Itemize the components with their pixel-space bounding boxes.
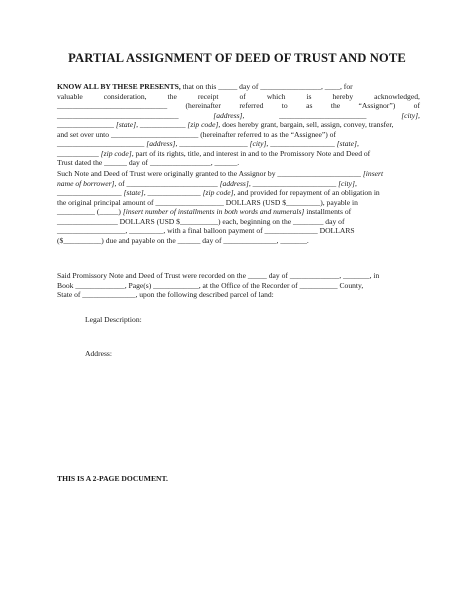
- para1-line-9: Trust dated the ______ day of ________________, ______.: [57, 158, 240, 168]
- paragraph-original-grant: [57, 169, 420, 245]
- para2-line-7: __________________, _________, with a final balloon payment of ______________ DOLLARS: [57, 226, 355, 236]
- para2-line-6: ________________ DOLLARS (USD $__________) each, beginning on the ________ day of: [57, 216, 345, 226]
- para3-line-1: Said Promissory Note and Deed of Trust were recorded on the _____ day of _____________, _______, in: [57, 271, 380, 280]
- para2-line-4: the original principal amount of __________________ DOLLARS (USD $_________), payable in: [57, 197, 358, 207]
- address-label: Address:: [85, 349, 112, 358]
- para1-line-5: _______________ [state], ____________ [zip code], does hereby grant, bargain, sell, assign, convey, transfer,: [57, 120, 394, 130]
- para1-line-1: [57, 82, 420, 92]
- know-all-heading: KNOW ALL BY THESE PRESENTS,: [57, 82, 181, 91]
- para1-line-4: ________________________________ [address], _______________________ [city],: [57, 110, 420, 120]
- para1-line-1-text: that on this _____ day of ________________, ____, for: [182, 82, 353, 91]
- para2-line-1: Such Note and Deed of Trust were originally granted to the Assignor by ______________________ [insert: [57, 169, 384, 178]
- para3-line-2: Book _____________, Page(s) ____________, at the Office of the Recorder of __________ County,: [57, 280, 364, 290]
- para2-line-2: name of borrower], of ________________________ [address], ______________________ [city],: [57, 178, 357, 188]
- paragraph-recording: [57, 271, 420, 300]
- legal-description-label: Legal Description:: [85, 315, 142, 324]
- document-title: PARTIAL ASSIGNMENT OF DEED OF TRUST AND NOTE: [68, 51, 406, 65]
- para2-line-8: ($__________) due and payable on the ______ day of ______________, _______.: [57, 235, 309, 245]
- para1-line-8: ___________ [zip code], part of its rights, title, and interest in and to the Promissory Note and Deed of: [57, 148, 371, 158]
- para3-line-3: State of ______________, upon the following described parcel of land:: [57, 290, 274, 300]
- paragraph-assignment: [57, 82, 420, 168]
- para1-line-6: and set over unto _______________________ (hereinafter referred to as the “Assignee”) of: [57, 129, 336, 139]
- para2-line-3: _________________ [state], ______________ [zip code], and provided for repayment of an obligation in: [57, 188, 380, 198]
- para1-line-7: _______________________ [address], __________________ [city], _________________ [state],: [57, 139, 359, 149]
- para1-line-3: _____________________________ (hereinafter referred to as the “Assignor”) of: [57, 101, 420, 111]
- page-count-note: THIS IS A 2-PAGE DOCUMENT.: [57, 474, 168, 483]
- para2-line-5: __________ (_____) [insert number of installments in both words and numerals] installments of: [57, 207, 352, 217]
- para1-line-2: valuable consideration, the receipt of which is hereby acknowledged,: [57, 91, 420, 101]
